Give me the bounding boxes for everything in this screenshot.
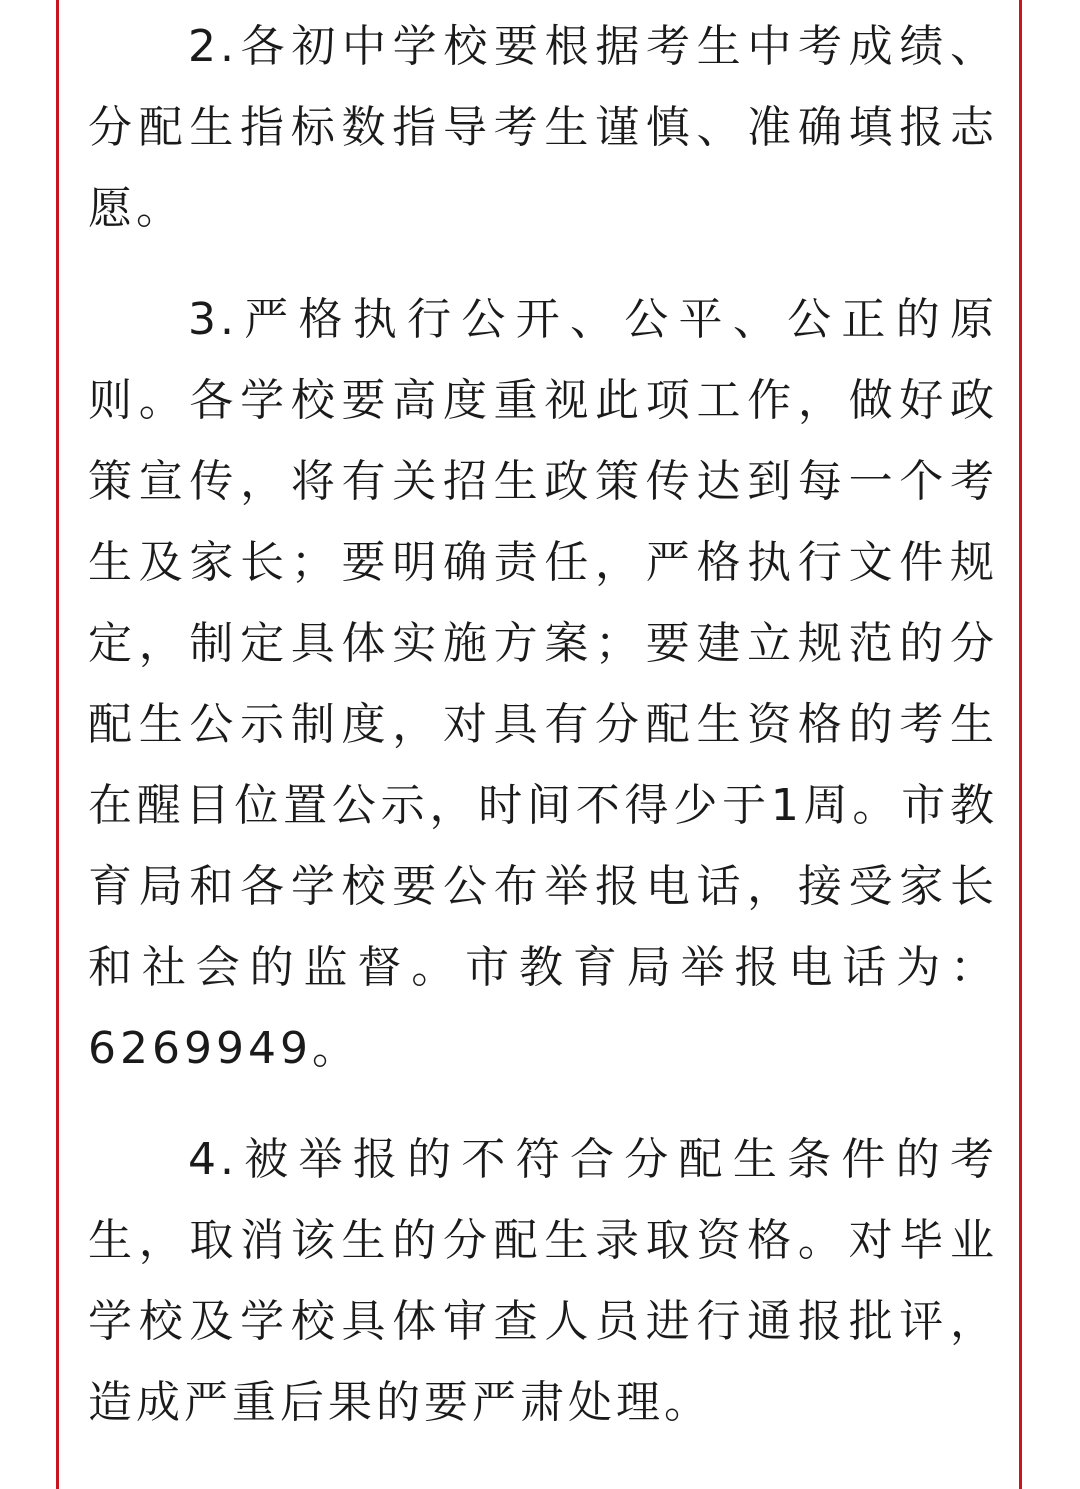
article-body xyxy=(88,6,998,1473)
paragraph-4: 4.被举报的不符合分配生条件的考生，取消该生的分配生录取资格。对毕业学校及学校具体审查人员进行通报批评，造成严重后果的要严肃处理。 xyxy=(88,1134,998,1428)
paragraph-3: 3.严格执行公开、公平、公正的原则。各学校要高度重视此项工作，做好政策宣传，将有关招生政策传达到每一个考生及家长；要明确责任，严格执行文件规定，制定具体实施方案；要建立规范的分配生公示制度，对具有分配生资格的考生在醒目位置公示，时间不得少于1周。市教育局和各学校要公布举报电话，接受家长和社会的监督。市教育局举报电话为：6269949。 xyxy=(88,294,998,1074)
paragraph-2: 2.各初中学校要根据考生中考成绩、分配生指标数指导考生谨慎、准确填报志愿。 xyxy=(88,21,998,234)
